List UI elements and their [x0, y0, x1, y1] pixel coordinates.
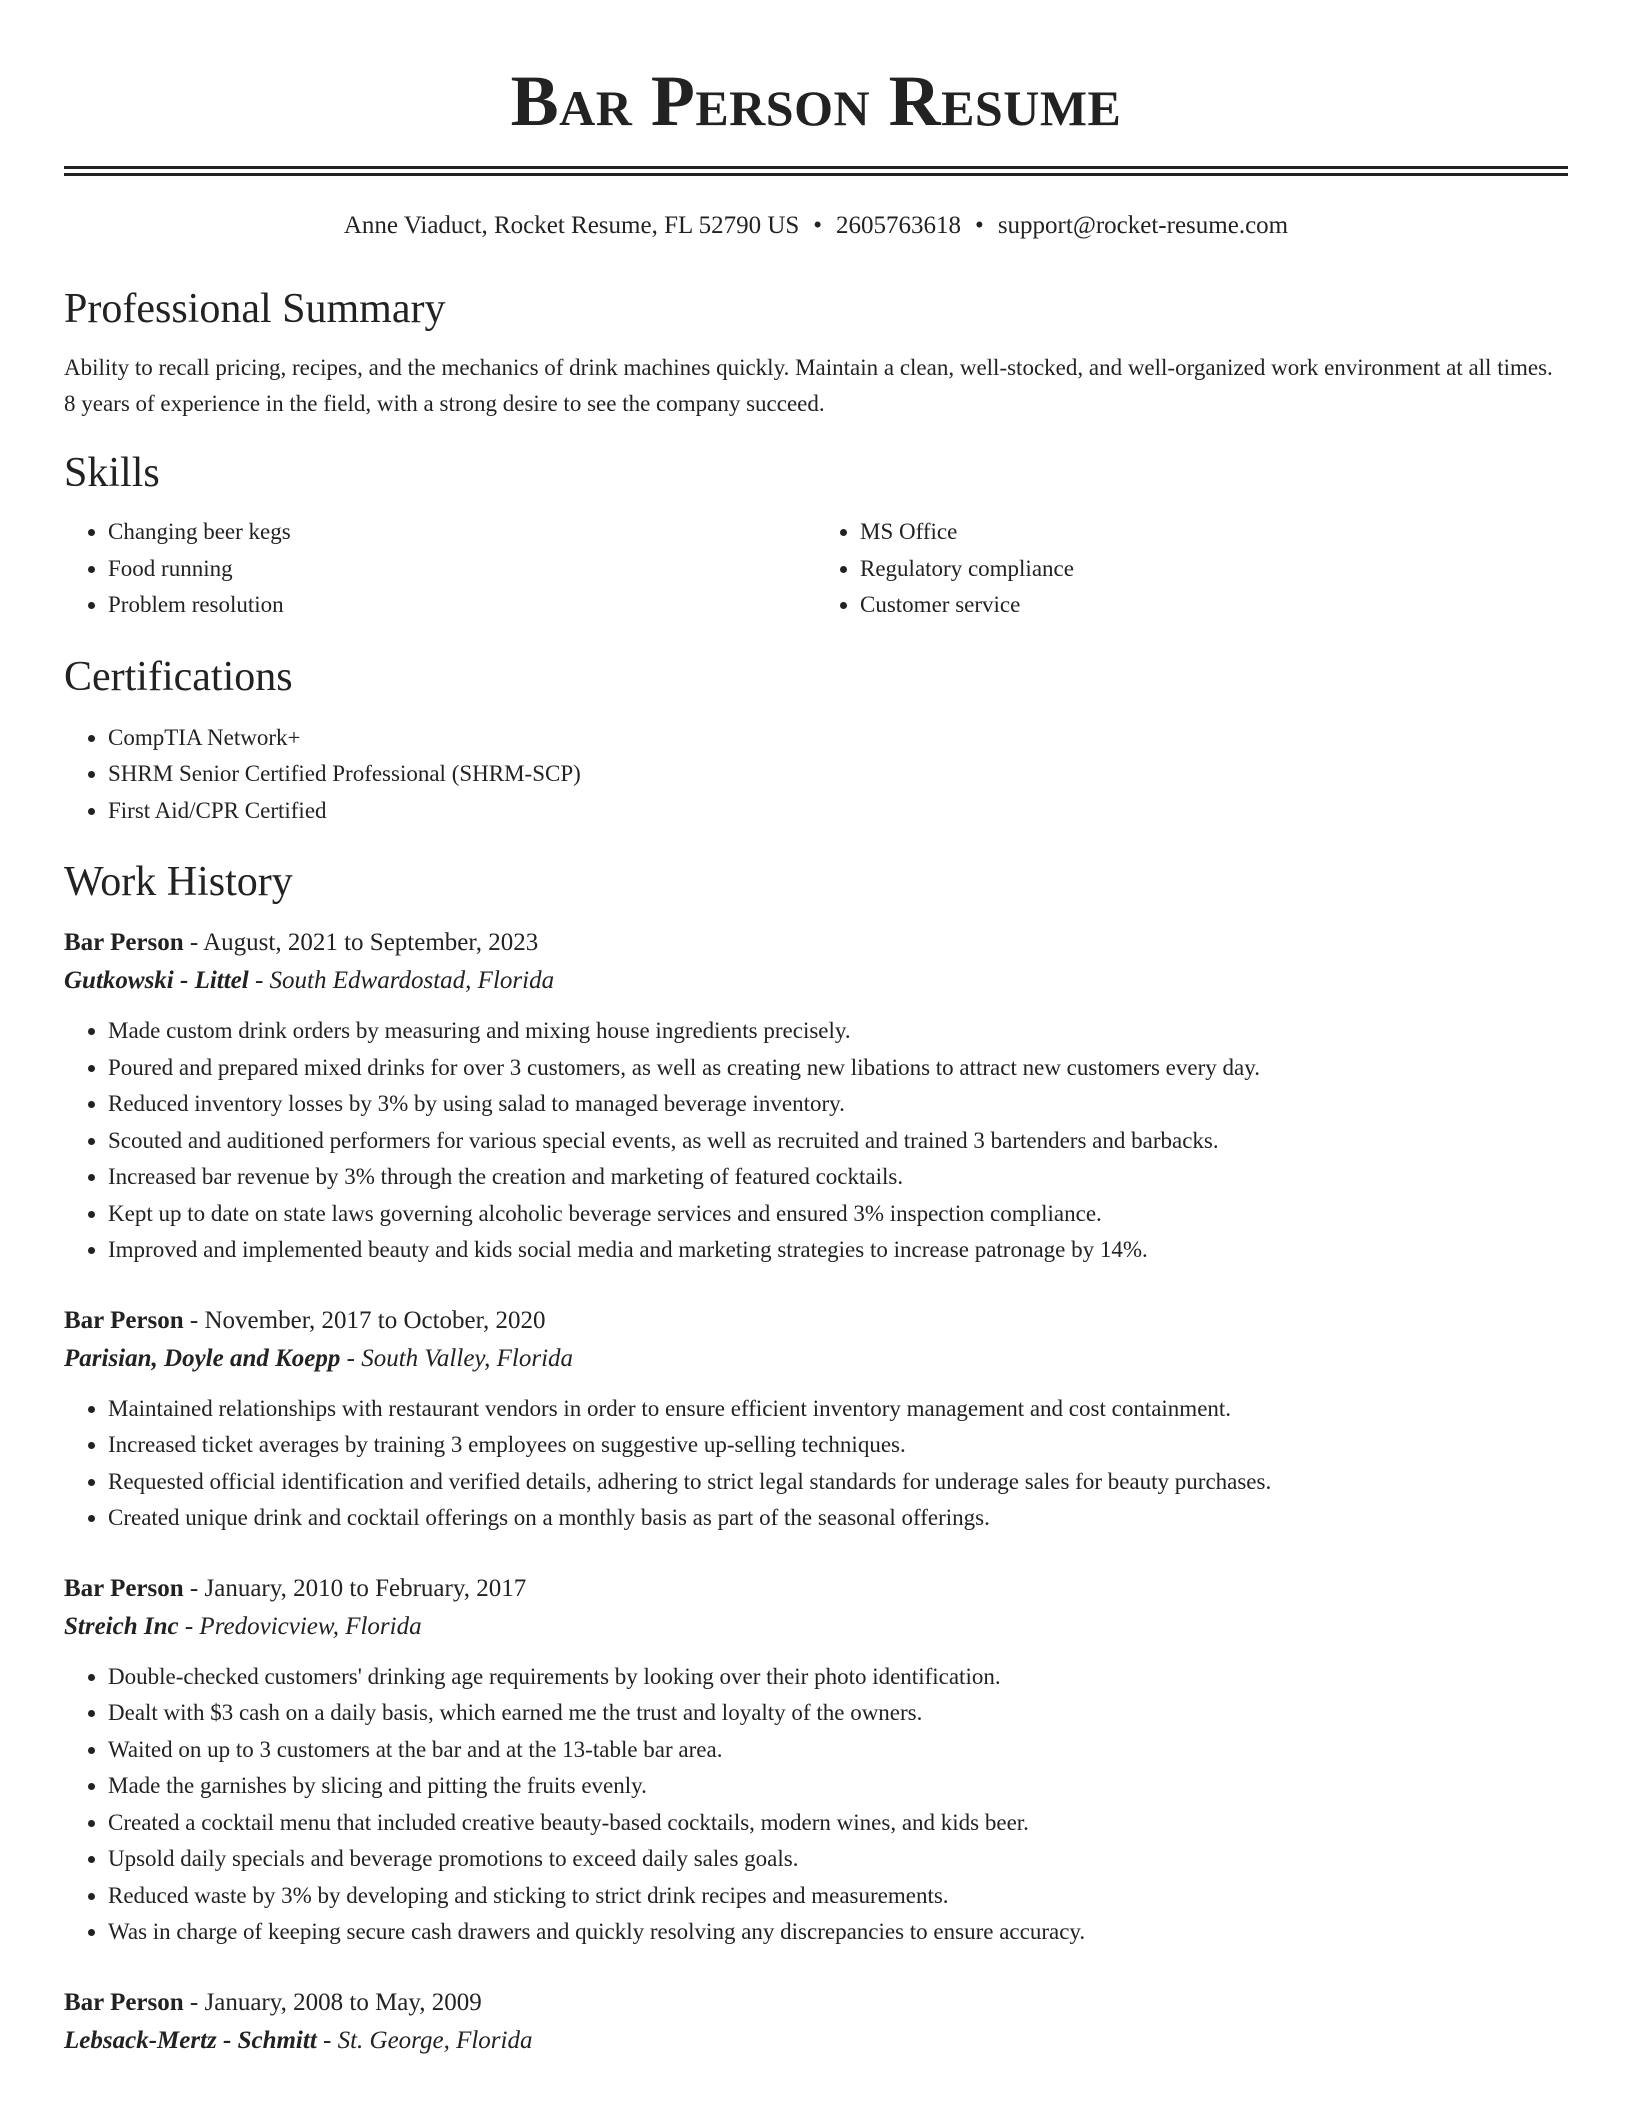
- job-header: [64, 925, 1568, 961]
- job-bullet: • Was in charge of keeping secure cash drawers and quickly resolving any discrepancies to ensure accuracy.: [108, 1914, 1568, 1951]
- job-location: - South Edwardostad, Florida: [248, 967, 555, 994]
- skills-column-right: [816, 514, 1568, 624]
- skills-column-left: [64, 514, 816, 624]
- job-bullet: • Double-checked customers' drinking age requirements by looking over their photo identification.: [108, 1659, 1568, 1696]
- job-bullets: [64, 1013, 1568, 1269]
- job-entry: [64, 1303, 1568, 1537]
- summary-heading: Professional Summary: [64, 286, 446, 332]
- contact-phone: 2605763618: [836, 212, 962, 239]
- job-bullet: • Increased bar revenue by 3% through the creation and marketing of featured cocktails.: [108, 1159, 1568, 1196]
- job-company: Parisian, Doyle and Koepp: [64, 1344, 341, 1372]
- contact-email: support@rocket-resume.com: [997, 212, 1289, 239]
- job-header: [64, 1303, 1568, 1339]
- job-entry: [64, 1985, 1568, 2061]
- job-employer: [64, 1607, 1568, 1647]
- job-dates: - January, 2008 to May, 2009: [183, 1988, 482, 2016]
- job-title: Bar Person: [64, 1574, 184, 1602]
- job-bullet: • Increased ticket averages by training 3 employees on suggestive up-selling techniques.: [108, 1427, 1568, 1464]
- certifications-list: [64, 720, 1568, 830]
- job-company: Gutkowski - Littel: [64, 967, 249, 994]
- job-bullets: [64, 1391, 1568, 1537]
- skill-item: • MS Office: [860, 514, 1568, 551]
- job-dates: - November, 2017 to October, 2020: [183, 1306, 546, 1334]
- skill-item: • Food running: [108, 551, 816, 588]
- contact-separator: •: [813, 212, 823, 239]
- job-bullet: • Upsold daily specials and beverage promotions to exceed daily sales goals.: [108, 1841, 1568, 1878]
- job-bullet: • Reduced waste by 3% by developing and sticking to strict drink recipes and measurements.: [108, 1878, 1568, 1915]
- job-title: Bar Person: [64, 1306, 184, 1334]
- job-entry: [64, 925, 1568, 1269]
- job-company: Lebsack-Mertz - Schmitt: [64, 2026, 317, 2054]
- certifications-heading: Certifications: [64, 653, 293, 700]
- job-title: Bar Person: [64, 929, 184, 956]
- job-dates: - August, 2021 to September, 2023: [183, 929, 539, 956]
- job-location: - St. George, Florida: [316, 2026, 533, 2054]
- job-employer: [64, 961, 1568, 1001]
- skills-columns: [64, 514, 1568, 624]
- job-bullet: • Improved and implemented beauty and kids social media and marketing strategies to increase patronage by 14%.: [108, 1232, 1568, 1269]
- skills-heading: Skills: [64, 450, 160, 496]
- skill-item: • Problem resolution: [108, 587, 816, 624]
- job-bullet: • Kept up to date on state laws governing alcoholic beverage services and ensured 3% inspection compliance.: [108, 1196, 1568, 1233]
- skill-item: • Changing beer kegs: [108, 514, 816, 551]
- job-employer: [64, 1339, 1568, 1379]
- job-bullet: • Waited on up to 3 customers at the bar and at the 13-table bar area.: [108, 1732, 1568, 1769]
- title-divider: [64, 166, 1568, 176]
- job-bullet: • Created a cocktail menu that included creative beauty-based cocktails, modern wines, and kids beer.: [108, 1805, 1568, 1842]
- certification-item: • SHRM Senior Certified Professional (SHRM-SCP): [108, 756, 1568, 793]
- job-bullet: • Made the garnishes by slicing and pitting the fruits evenly.: [108, 1768, 1568, 1805]
- job-location: - Predovicview, Florida: [178, 1612, 422, 1640]
- job-bullet: • Reduced inventory losses by 3% by using salad to managed beverage inventory.: [108, 1086, 1568, 1123]
- contact-line: [64, 210, 1568, 242]
- resume-title: Bar Person Resume: [510, 61, 1122, 141]
- job-bullets: [64, 1659, 1568, 1951]
- job-company: Streich Inc: [64, 1612, 179, 1640]
- job-dates: - January, 2010 to February, 2017: [183, 1574, 527, 1602]
- job-title: Bar Person: [64, 1988, 184, 2016]
- skill-item: • Regulatory compliance: [860, 551, 1568, 588]
- job-employer: [64, 2021, 1568, 2061]
- contact-address: Anne Viaduct, Rocket Resume, FL 52790 US: [343, 212, 800, 239]
- job-entry: [64, 1571, 1568, 1951]
- job-bullet: • Maintained relationships with restaurant vendors in order to ensure efficient inventory management and cost containment.: [108, 1391, 1568, 1428]
- contact-separator: •: [975, 212, 984, 239]
- job-bullet: • Poured and prepared mixed drinks for over 3 customers, as well as creating new libations to attract new customers every day.: [108, 1050, 1568, 1087]
- job-bullet: • Scouted and auditioned performers for various special events, as well as recruited and trained 3 bartenders and barbacks.: [108, 1123, 1568, 1160]
- job-header: [64, 1985, 1568, 2021]
- job-bullet: • Dealt with $3 cash on a daily basis, which earned me the trust and loyalty of the owners.: [108, 1695, 1568, 1732]
- job-bullet: • Requested official identification and verified details, adhering to strict legal standards for underage sales for beauty purchases.: [108, 1464, 1568, 1501]
- certification-item: • First Aid/CPR Certified: [108, 793, 1568, 830]
- job-bullet: • Made custom drink orders by measuring and mixing house ingredients precisely.: [108, 1013, 1568, 1050]
- job-bullet: • Created unique drink and cocktail offerings on a monthly basis as part of the seasonal offerings.: [108, 1500, 1568, 1537]
- skill-item: • Customer service: [860, 587, 1568, 624]
- summary-text: Ability to recall pricing, recipes, and the mechanics of drink machines quickly. Maintain a clean, well-stocked, and well-organized work environment at all times. 8 years of experience in the field, with a strong desire to see the company succeed.: [64, 355, 1553, 416]
- job-header: [64, 1571, 1568, 1607]
- certification-item: • CompTIA Network+: [108, 720, 1568, 757]
- job-location: - South Valley, Florida: [340, 1344, 574, 1372]
- work-history-heading: Work History: [64, 859, 293, 905]
